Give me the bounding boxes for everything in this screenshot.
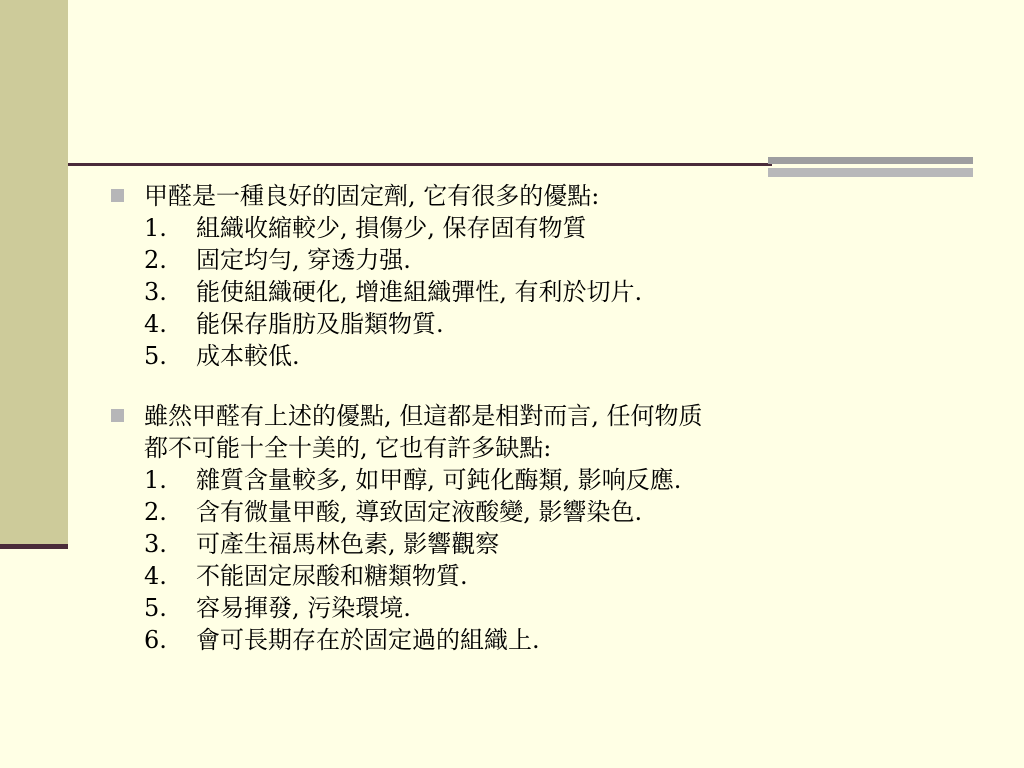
list-item: 1. 組織收縮較少, 損傷少, 保存固有物質 [144, 214, 587, 242]
list-item: 3. 可產生福馬林色素, 影響觀察 [144, 530, 500, 558]
list-item: 2. 含有微量甲酸, 導致固定液酸變, 影響染色. [144, 498, 643, 526]
list-item: 6. 會可長期存在於固定過的組織上. [144, 626, 540, 654]
list-item: 2. 固定均勻, 穿透力强. [144, 246, 411, 274]
left-side-band [0, 0, 68, 548]
header-accent-bar-dark [768, 157, 973, 164]
square-bullet-icon [111, 409, 124, 422]
list-item: 4. 不能固定尿酸和糖類物質. [144, 562, 468, 590]
list-item: 5. 容易揮發, 污染環境. [144, 594, 411, 622]
bullet-heading: 甲醛是一種良好的固定劑, 它有很多的優點: [144, 182, 600, 210]
bullet-point-disadvantages [111, 400, 991, 656]
header-divider [68, 163, 772, 166]
left-side-rule [0, 544, 68, 549]
list-item: 5. 成本較低. [144, 342, 300, 370]
bullet-heading-continued: 都不可能十全十美的, 它也有許多缺點: [144, 434, 552, 462]
list-item: 1. 雜質含量較多, 如甲醇, 可鈍化酶類, 影响反應. [144, 466, 682, 494]
header-accent-bar-light [768, 168, 973, 177]
square-bullet-icon [111, 189, 124, 202]
list-item: 4. 能保存脂肪及脂類物質. [144, 310, 444, 338]
bullet-heading: 雖然甲醛有上述的優點, 但這都是相對而言, 任何物质 [144, 402, 703, 430]
list-item: 3. 能使組織硬化, 增進組織彈性, 有利於切片. [144, 278, 643, 306]
slide-content [111, 180, 991, 656]
bullet-point-advantages [111, 180, 991, 372]
